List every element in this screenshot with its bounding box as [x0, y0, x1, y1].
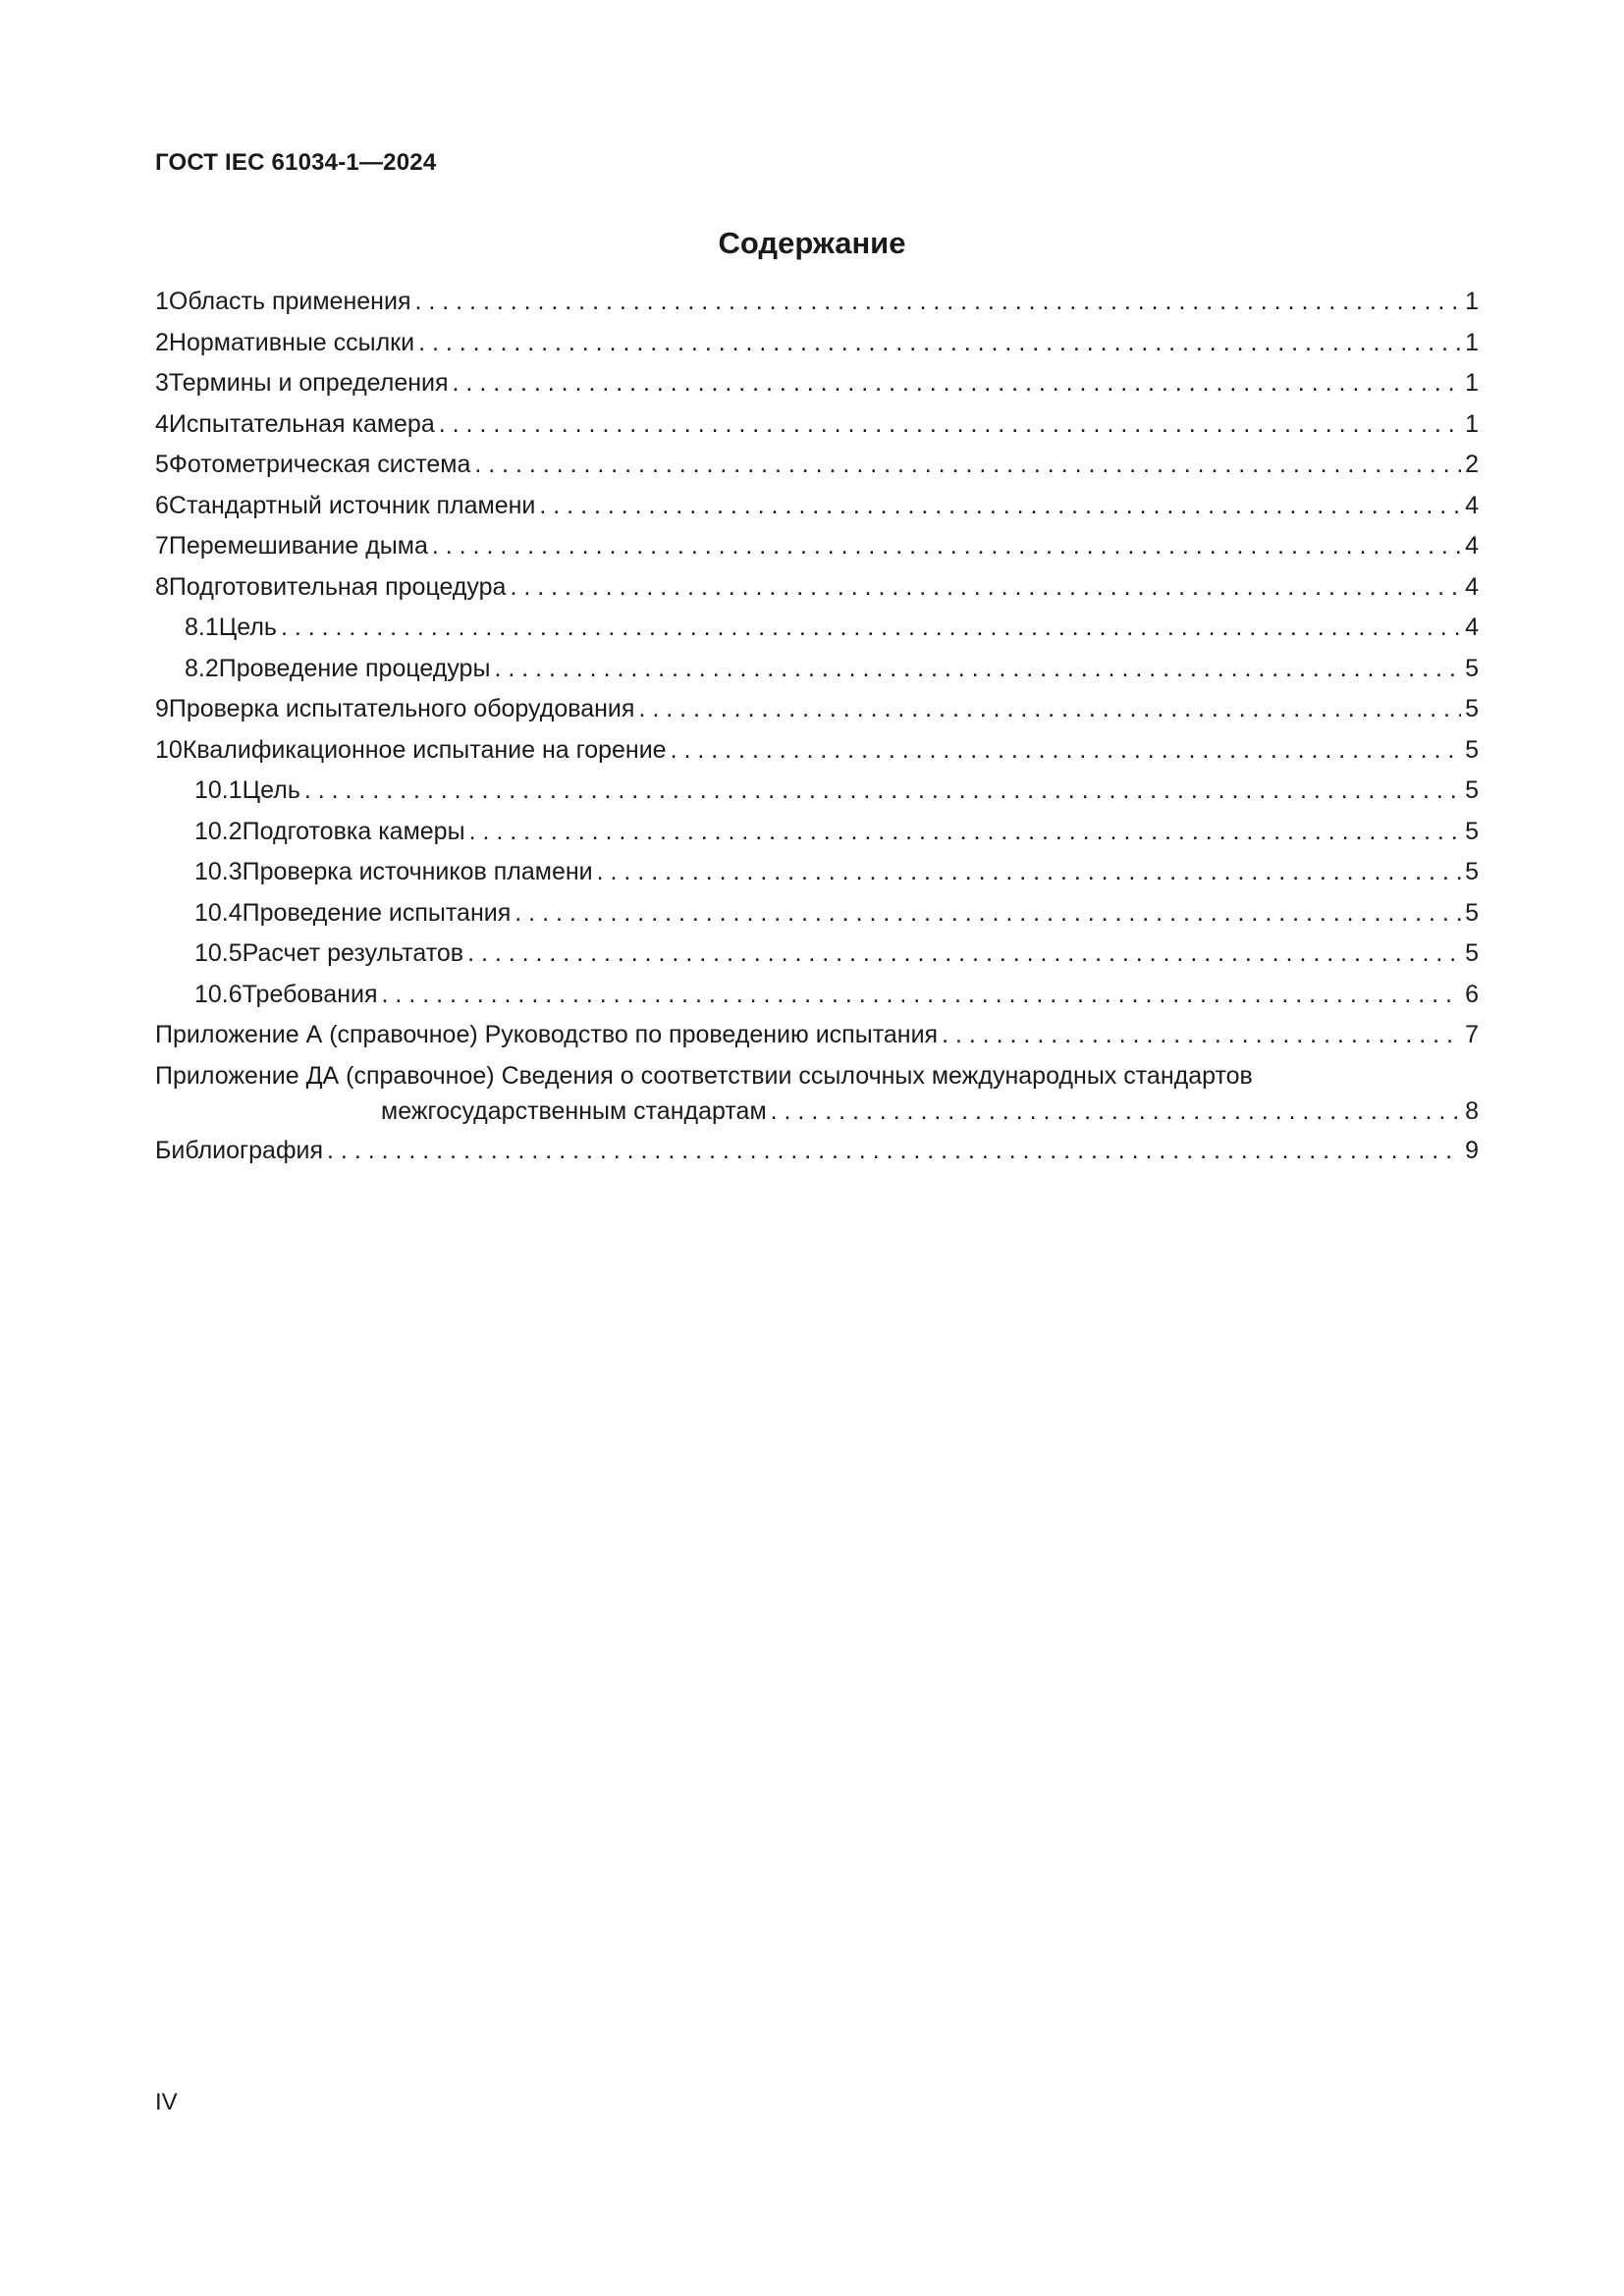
toc-entry-title: Термины и определения — [168, 369, 449, 397]
toc-entry-title: Область применения — [168, 288, 411, 315]
toc-entry-page: 4 — [1465, 572, 1479, 601]
toc-entry-number: 8.2 — [185, 654, 219, 682]
toc-entry-page: 5 — [1465, 654, 1479, 682]
toc-entry-page: 8 — [1465, 1096, 1479, 1125]
toc-entry[interactable] — [155, 450, 1479, 491]
toc-entry-page: 5 — [1465, 695, 1479, 722]
toc-annex-label-continued: межгосударственным стандартам — [381, 1096, 767, 1125]
dot-leader — [382, 980, 1462, 1009]
toc-entry-title: Проведение процедуры — [218, 654, 491, 682]
toc-entry-page: 5 — [1465, 858, 1479, 885]
toc-entry[interactable] — [155, 572, 1479, 614]
dot-leader — [597, 857, 1461, 886]
dot-leader — [453, 368, 1462, 398]
toc-entry-number: 10.5 — [194, 939, 243, 967]
toc-entry-title: Проверка испытательного оборудования — [168, 695, 635, 722]
toc-entry-title: Нормативные ссылки — [168, 328, 415, 356]
toc-entry-page: 4 — [1465, 614, 1479, 641]
toc-entry-page: 5 — [1465, 939, 1479, 967]
dot-leader — [514, 898, 1461, 928]
toc-entry[interactable] — [155, 409, 1479, 451]
toc-entry-page: 5 — [1465, 776, 1479, 804]
document-code: ГОСТ IEC 61034-1—2024 — [155, 149, 437, 176]
dot-leader — [281, 613, 1461, 642]
table-of-contents — [155, 287, 1479, 1176]
toc-entry-page: 1 — [1465, 409, 1479, 438]
toc-entry-page: 4 — [1465, 532, 1479, 560]
toc-entry-page: 1 — [1465, 328, 1479, 356]
toc-subentry[interactable] — [155, 980, 1479, 1021]
dot-leader — [942, 1020, 1461, 1049]
toc-entry-number: 5 — [155, 451, 169, 478]
toc-entry-page: 9 — [1465, 1136, 1479, 1164]
toc-annex-entry[interactable] — [155, 1020, 1479, 1061]
toc-entry-title: Перемешивание дыма — [168, 532, 428, 560]
dot-leader — [510, 572, 1461, 602]
toc-entry-title: Подготовительная процедура — [168, 572, 507, 601]
dot-leader — [432, 531, 1461, 561]
toc-entry-title: Цель — [218, 614, 277, 641]
toc-subentry[interactable] — [155, 857, 1479, 898]
toc-entry-number: 8 — [155, 572, 169, 601]
toc-entry-number: 10.6 — [194, 980, 243, 1008]
toc-title: Содержание — [718, 226, 906, 260]
toc-entry[interactable] — [155, 368, 1479, 409]
toc-subentry[interactable] — [155, 938, 1479, 980]
toc-entry-number: 10 — [155, 735, 183, 764]
toc-entry-title: Стандартный источник пламени — [168, 491, 536, 519]
toc-entry-number: 8.1 — [185, 614, 219, 641]
toc-entry-number: 3 — [155, 369, 169, 397]
toc-subentry[interactable] — [155, 654, 1479, 695]
toc-entry-page: 4 — [1465, 491, 1479, 519]
toc-entry[interactable] — [155, 491, 1479, 532]
toc-bibliography-entry[interactable] — [155, 1136, 1479, 1177]
toc-entry[interactable] — [155, 287, 1479, 328]
toc-entry-number: 7 — [155, 532, 169, 560]
dot-leader — [327, 1136, 1461, 1165]
toc-entry[interactable] — [155, 328, 1479, 369]
toc-entry-number: 10.2 — [194, 817, 243, 845]
toc-annex-label: Приложение ДА (справочное) Сведения о соответствии ссылочных международных стандартов — [155, 1061, 1253, 1090]
toc-entry-page: 1 — [1465, 288, 1479, 315]
toc-entry-title: Испытательная камера — [168, 409, 435, 438]
toc-bibliography-title: Библиография — [155, 1136, 324, 1164]
toc-entry-number: 10.4 — [194, 898, 243, 927]
toc-entry-number: 10.1 — [194, 776, 243, 804]
toc-entry-number: 1 — [155, 288, 169, 315]
dot-leader — [304, 775, 1461, 805]
dot-leader — [671, 735, 1462, 765]
toc-entry-page: 5 — [1465, 735, 1479, 764]
dot-leader — [638, 694, 1461, 723]
dot-leader — [414, 287, 1461, 316]
dot-leader — [439, 409, 1461, 439]
toc-subentry[interactable] — [155, 775, 1479, 817]
toc-entry-number: 9 — [155, 695, 169, 722]
dot-leader — [418, 328, 1461, 357]
toc-entry-number: 2 — [155, 328, 169, 356]
toc-annex-entry[interactable] — [155, 1061, 1479, 1132]
toc-entry-title: Цель — [242, 776, 300, 804]
toc-annex-label: Приложение А (справочное) Руководство по проведению испытания — [155, 1021, 939, 1048]
dot-leader — [539, 491, 1461, 520]
toc-entry[interactable] — [155, 531, 1479, 572]
dot-leader — [494, 654, 1461, 683]
toc-entry-number: 6 — [155, 491, 169, 519]
toc-entry-title: Фотометрическая система — [168, 451, 471, 478]
toc-entry-page: 6 — [1465, 980, 1479, 1008]
toc-subentry[interactable] — [155, 613, 1479, 654]
toc-entry[interactable] — [155, 735, 1479, 776]
toc-entry-title: Требования — [242, 980, 378, 1008]
toc-entry-page: 2 — [1465, 451, 1479, 478]
toc-entry-page: 5 — [1465, 898, 1479, 927]
toc-entry-title: Квалификационное испытание на горение — [182, 735, 667, 764]
toc-entry-page: 7 — [1465, 1021, 1479, 1048]
toc-entry-number: 10.3 — [194, 858, 243, 885]
dot-leader — [469, 817, 1462, 846]
toc-entry-page: 1 — [1465, 369, 1479, 397]
toc-entry-title: Проверка источников пламени — [242, 858, 593, 885]
toc-entry-number: 4 — [155, 409, 169, 438]
toc-entry-title: Расчет результатов — [242, 939, 464, 967]
toc-subentry[interactable] — [155, 817, 1479, 858]
dot-leader — [474, 450, 1461, 479]
dot-leader — [467, 938, 1461, 968]
toc-annex-continuation — [155, 1096, 1479, 1132]
toc-entry-title: Подготовка камеры — [242, 817, 465, 845]
toc-entry-page: 5 — [1465, 817, 1479, 845]
toc-subentry[interactable] — [155, 898, 1479, 939]
toc-entry-title: Проведение испытания — [242, 898, 512, 927]
page-number: IV — [155, 2089, 178, 2115]
dot-leader — [771, 1096, 1461, 1126]
toc-entry[interactable] — [155, 694, 1479, 735]
